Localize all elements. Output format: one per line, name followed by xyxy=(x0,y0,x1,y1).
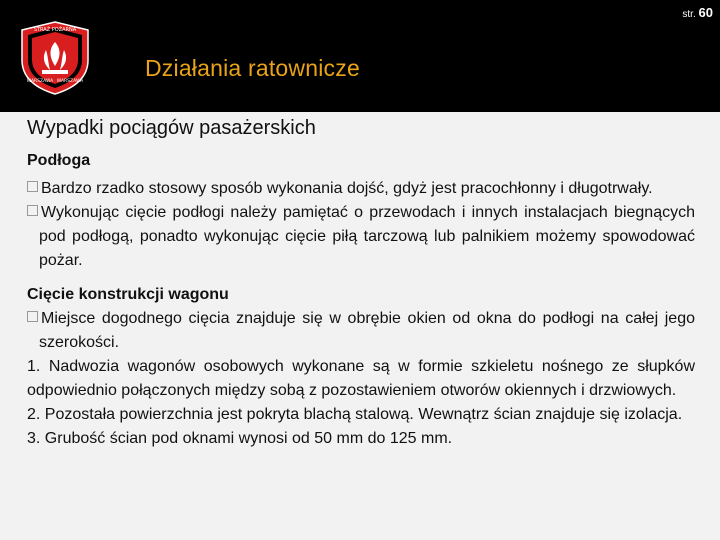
svg-text:WARSZAWA: WARSZAWA xyxy=(26,79,54,84)
page-prefix: str. xyxy=(682,9,696,20)
fire-brigade-badge-icon xyxy=(18,20,92,96)
main-heading: Wypadki pociągów pasażerskich xyxy=(27,117,316,139)
slide-content xyxy=(27,114,695,451)
bullet-box-icon xyxy=(27,311,38,322)
header-bar xyxy=(0,0,720,112)
list-item: Miejsce dogodnego cięcia znajduje się w obrębie okien od okna do podłogi na całej jego szerokości. xyxy=(27,307,695,355)
list-item: Bardzo rzadko stosowy sposób wykonania dojść, gdyż jest pracochłonny i długotrwały. xyxy=(27,177,695,201)
list-item: Wykonując cięcie podłogi należy pamiętać o przewodach i innych instalacjach biegnących pod podłogą, ponadto wykonując cięcie piłą tarczową lub palnikiem możemy spowodować pożar. xyxy=(27,201,695,273)
bullet-box-icon xyxy=(27,181,38,192)
section-title-cutting: Cięcie konstrukcji wagonu xyxy=(27,286,229,303)
page-number-value: 60 xyxy=(698,5,713,20)
bullet-box-icon xyxy=(27,205,38,216)
section-title-floor: Podłoga xyxy=(27,152,91,169)
svg-text:WARSZAWA: WARSZAWA xyxy=(56,79,84,84)
list-item: 1. Nadwozia wagonów osobowych wykonane są w formie szkieletu nośnego ze słupków odpowiednio połączonych między sobą z pozostawieniem otworów okiennych i drzwiowych. xyxy=(27,358,695,399)
page-number xyxy=(682,5,713,20)
svg-text:STRAŻ POŻARNA: STRAŻ POŻARNA xyxy=(33,27,77,33)
list-item: 2. Pozostała powierzchnia jest pokryta blachą stalową. Wewnątrz ścian znajduje się izolacja. xyxy=(27,406,683,423)
list-item: 3. Grubość ścian pod oknami wynosi od 50 mm do 125 mm. xyxy=(27,430,453,447)
slide-title: Działania ratownicze xyxy=(145,55,360,81)
